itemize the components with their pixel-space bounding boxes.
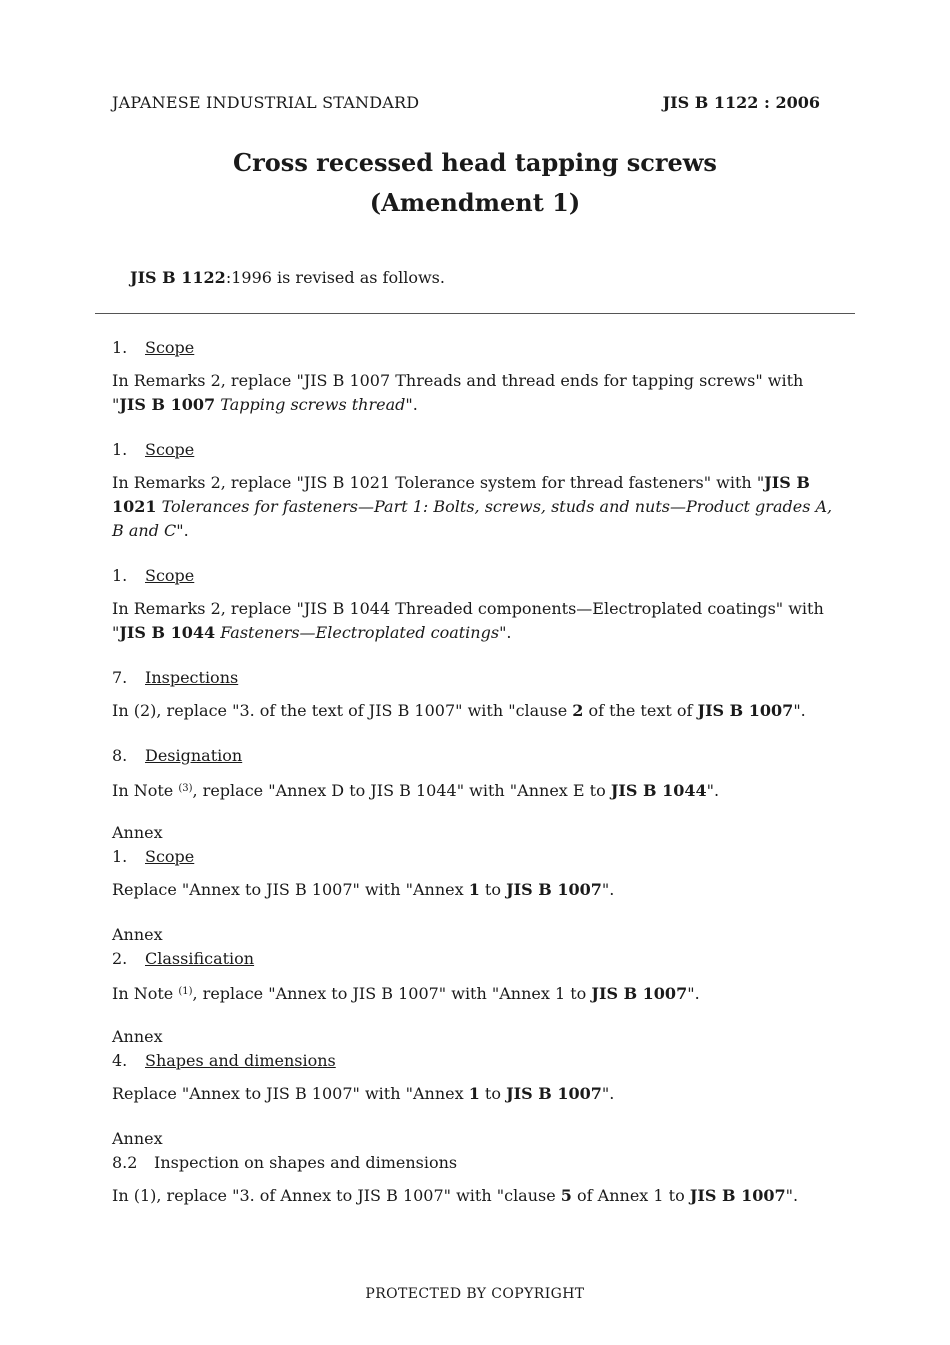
body-text: to (479, 880, 507, 899)
amendment-section-2 (112, 438, 834, 543)
section-number: 8.2 (112, 1153, 138, 1172)
standard-ref: JIS B 1007 (119, 395, 216, 414)
standard-ref: JIS B 1021 (112, 473, 810, 516)
section-number: 4. (112, 1051, 128, 1070)
body-text: In Note (112, 984, 179, 1003)
title-line-2: (Amendment 1) (369, 188, 581, 217)
section-body (112, 980, 834, 1006)
annex-label: Annex (112, 823, 163, 842)
standard-ref: JIS B 1007 (689, 1186, 786, 1205)
annex-number: 1 (468, 1084, 480, 1103)
body-text: In (1), replace "3. of Annex to JIS B 1007" with "clause (112, 1186, 561, 1205)
section-title: Shapes and dimensions (145, 1051, 336, 1070)
section-number: 1. (112, 847, 128, 866)
intro-paragraph (130, 268, 445, 287)
standard-ref: JIS B 1044 (119, 623, 216, 642)
body-text: , replace "Annex D to JIS B 1044" with "Annex E to (192, 781, 611, 800)
title-line-1: Cross recessed head tapping screws (233, 148, 717, 177)
body-text: ". (601, 880, 615, 899)
body-text: ". (405, 395, 418, 414)
body-text: In Remarks 2, replace "JIS B 1044 Threaded components—Electroplated coatings" with " (112, 599, 824, 642)
section-title: Inspection on shapes and dimensions (154, 1153, 458, 1172)
standard-ref: JIS B 1007 (506, 880, 602, 899)
header-standard-label: JAPANESE INDUSTRIAL STANDARD (112, 93, 420, 112)
body-text: In Remarks 2, replace "JIS B 1021 Tolerance system for thread fasteners" with " (112, 473, 765, 492)
note-reference: (3) (178, 783, 193, 794)
copyright-footer: PROTECTED BY COPYRIGHT (365, 1286, 585, 1302)
section-heading (112, 947, 834, 971)
section-body (112, 878, 834, 902)
section-heading (112, 1151, 834, 1175)
annex-label: Annex (112, 1027, 163, 1046)
section-number: 1. (112, 566, 128, 585)
section-number: 2. (112, 949, 128, 968)
section-heading (112, 438, 834, 462)
annex-label: Annex (112, 925, 163, 944)
section-heading (112, 744, 834, 768)
standard-title: Tolerances for fasteners—Part 1: Bolts, screws, studs and nuts—Product grades A, B and C (112, 497, 833, 540)
header-standard-number: JIS B 1122 : 2006 (662, 93, 820, 112)
section-heading (112, 564, 834, 588)
section-title: Scope (145, 847, 195, 866)
clause-number: 5 (560, 1186, 572, 1205)
body-text: of Annex 1 to (571, 1186, 690, 1205)
section-body (112, 597, 834, 645)
standard-ref: JIS B 1044 (610, 781, 707, 800)
section-body (112, 1082, 834, 1106)
section-title: Designation (145, 746, 243, 765)
standard-ref: JIS B 1007 (697, 701, 794, 720)
section-title: Scope (145, 566, 195, 585)
body-text: ". (176, 521, 189, 540)
intro-text: :1996 is revised as follows. (225, 268, 445, 287)
body-text: of the text of (583, 701, 698, 720)
section-body (112, 471, 834, 543)
section-heading (112, 1049, 834, 1073)
section-heading (112, 666, 834, 690)
section-title: Scope (145, 440, 195, 459)
section-number: 8. (112, 746, 128, 765)
section-title: Classification (145, 949, 255, 968)
section-body (112, 777, 834, 803)
section-body (112, 699, 834, 723)
amendment-section-8 (112, 1025, 834, 1106)
amendment-section-3 (112, 564, 834, 645)
section-title: Scope (145, 338, 195, 357)
amendment-section-1 (112, 336, 834, 417)
body-text: In Remarks 2, replace "JIS B 1007 Threads and thread ends for tapping screws" with " (112, 371, 804, 414)
standard-title: Fasteners—Electroplated coatings (215, 623, 500, 642)
body-text: In (2), replace "3. of the text of JIS B 1007" with "clause (112, 701, 573, 720)
section-number: 7. (112, 668, 128, 687)
section-heading (112, 845, 834, 869)
body-text: to (479, 1084, 507, 1103)
body-text: ". (687, 984, 700, 1003)
section-body (112, 369, 834, 417)
section-body (112, 1184, 834, 1208)
amendment-section-7 (112, 923, 834, 1006)
body-text: Replace "Annex to JIS B 1007" with "Annex (112, 1084, 469, 1103)
amendment-section-9 (112, 1127, 834, 1208)
clause-number: 2 (572, 701, 584, 720)
standard-ref: JIS B 1007 (591, 984, 688, 1003)
page-title (0, 143, 950, 223)
amendment-section-5 (112, 744, 834, 803)
body-text: ". (785, 1186, 799, 1205)
body-text: ". (499, 623, 512, 642)
standard-ref: JIS B 1007 (506, 1084, 602, 1103)
body-text: , replace "Annex to JIS B 1007" with "Annex 1 to (192, 984, 592, 1003)
amendment-section-6 (112, 821, 834, 902)
body-text: Replace "Annex to JIS B 1007" with "Annex (112, 880, 469, 899)
horizontal-divider (95, 313, 855, 314)
intro-standard-ref: JIS B 1122 (130, 268, 226, 287)
body-text: In Note (112, 781, 179, 800)
body-text: ". (601, 1084, 615, 1103)
note-reference: (1) (178, 986, 193, 997)
amendment-section-4 (112, 666, 834, 723)
body-text: ". (706, 781, 720, 800)
section-heading (112, 336, 834, 360)
section-number: 1. (112, 338, 128, 357)
standard-title: Tapping screws thread (215, 395, 406, 414)
body-text: ". (793, 701, 806, 720)
annex-label: Annex (112, 1129, 163, 1148)
section-title: Inspections (145, 668, 239, 687)
section-number: 1. (112, 440, 128, 459)
annex-number: 1 (468, 880, 480, 899)
